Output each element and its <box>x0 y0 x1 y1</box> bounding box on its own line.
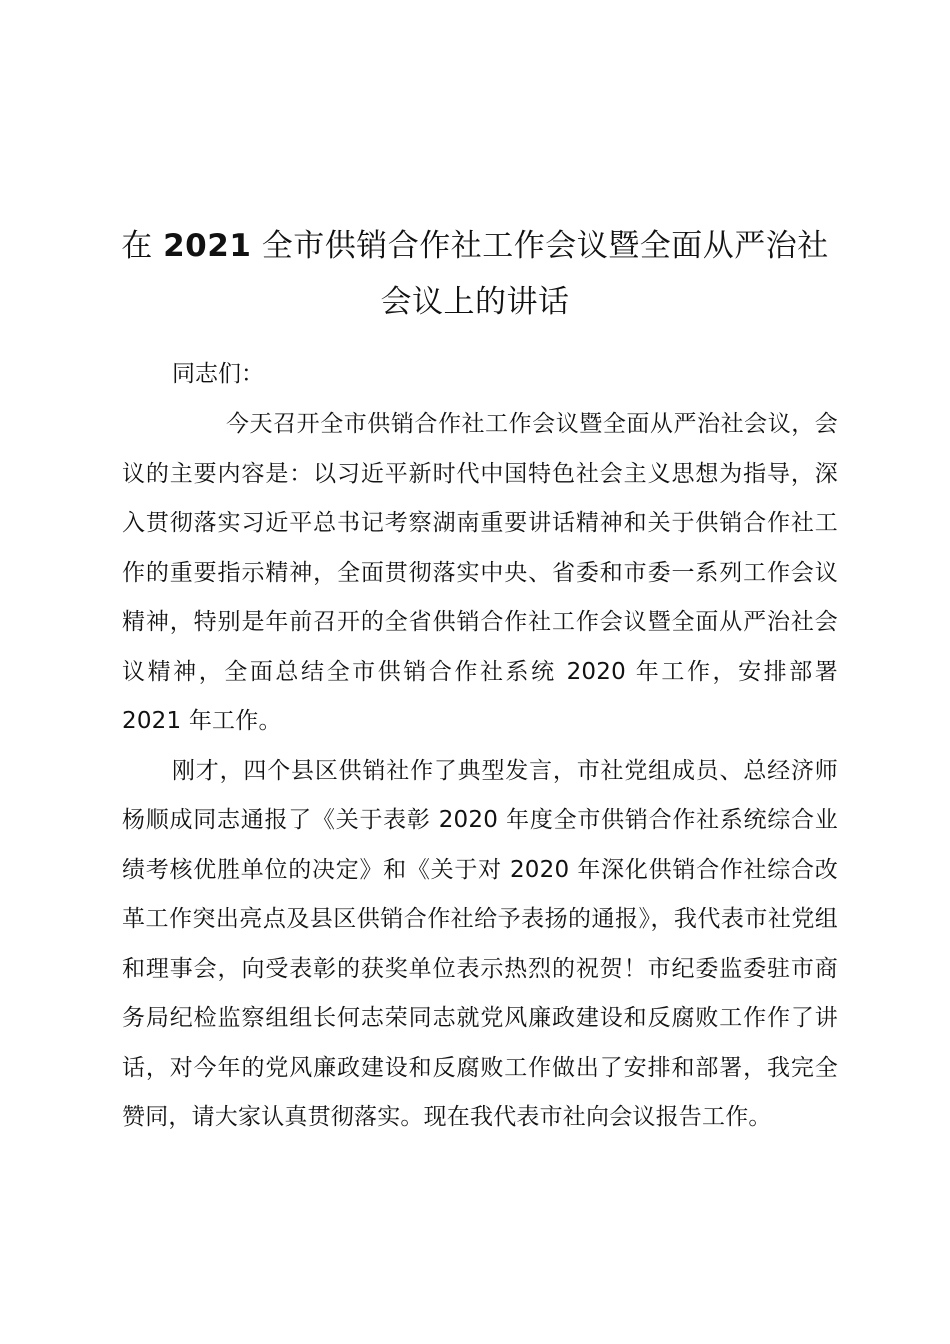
title-year: 2021 <box>163 228 252 264</box>
title-suffix: 全市供销合作社工作会议暨全面从严治社会议上的讲话 <box>251 228 829 320</box>
paragraph-1: 今天召开全市供销合作社工作会议暨全面从严治社会议，会议的主要内容是：以习近平新时代中国特色社会主义思想为指导，深入贯彻落实习近平总书记考察湖南重要讲话精神和关于供销合作社工作的重要指示精神，全面贯彻落实中央、省委和市委一系列工作会议精神，特别是年前召开的全省供销合作社工作会议暨全面从严治社会议精神，全面总结全市供销合作社系统 2020 年工作，安排部署 2021 年工作。 <box>122 411 838 734</box>
salutation: 同志们： <box>172 361 264 387</box>
paragraph-2: 刚才，四个县区供销社作了典型发言，市社党组成员、总经济师杨顺成同志通报了《关于表彰 2020 年度全市供销合作社系统综合业绩考核优胜单位的决定》和《关于对 2020 年深化供销合作社综合改革工作突出亮点及县区供销合作社给予表扬的通报》，我代表市社党组和理事会，向受表彰的获奖单位表示热烈的祝贺！市纪委监委驻市商务局纪检监察组组长何志荣同志就党风廉政建设和反腐败工作作了讲话，对今年的党风廉政建设和反腐败工作做出了安排和部署，我完全赞同，请大家认真贯彻落实。现在我代表市社向会议报告工作。 <box>122 757 838 1130</box>
document-body <box>122 400 838 1143</box>
title-prefix: 在 <box>121 228 164 264</box>
document-title <box>115 218 835 330</box>
